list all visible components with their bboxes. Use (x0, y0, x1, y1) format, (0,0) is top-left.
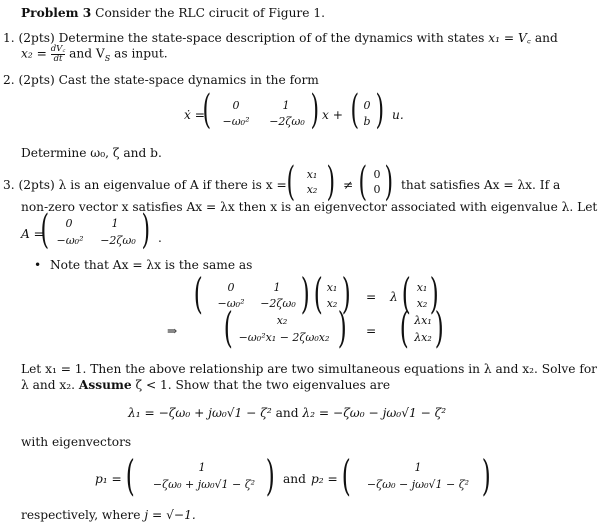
item-2-number: 2. (3, 73, 15, 87)
p1-cell-1: 1 (198, 461, 206, 474)
matrix-b-cell-1: 0 (363, 99, 371, 112)
xdot-label: ẋ = (184, 108, 205, 122)
zero-vector-left-paren: ( (358, 159, 368, 205)
eq1-rhs-cell-1: x₁ (416, 281, 428, 294)
imaginary-unit-definition: j = √−1. (144, 508, 196, 522)
item-1-fraction-numerator: dV꜀ (50, 44, 66, 54)
item-3-points: (2pts) (18, 178, 55, 192)
item-3-a-cell-12: 1 (111, 217, 119, 230)
matrix-a-right-paren: ) (310, 87, 320, 133)
item-2-text: Cast the state-space dynamics in the form (58, 73, 319, 87)
item-3-a-right-paren: ) (141, 207, 151, 253)
zero-vector-right-paren: ) (384, 159, 394, 205)
assume-keyword: Assume (78, 378, 132, 392)
item-1-derivative-fraction (51, 45, 66, 63)
not-equal-sign: ≠ (343, 178, 354, 192)
eq2-rhs-left-paren: ( (399, 303, 409, 352)
eq1-a-cell-21: −ω₀² (217, 297, 245, 310)
item-1-fraction-denominator: dt (53, 53, 63, 64)
matrix-a-cell-22: −2ζω₀ (269, 115, 305, 128)
eq2-equals: = (366, 324, 377, 338)
item-2-determine: Determine ω₀, ζ and b. (21, 146, 162, 160)
eq1-x-cell-2: x₂ (326, 297, 338, 310)
item-1-points: (2pts) (18, 31, 55, 45)
p2-right-paren: ) (481, 451, 491, 500)
eigenvalue-1: λ₁ = −ζω₀ + jω₀√1 − ζ² (128, 406, 272, 420)
eq2-lhs-cell-2: −ω₀²x₁ − 2ζω₀x₂ (238, 331, 330, 344)
plus-term: x + (322, 108, 343, 122)
eq1-rhs-cell-2: x₂ (416, 297, 428, 310)
vector-x-left-paren: ( (286, 159, 296, 205)
vector-x-cell-1: x₁ (306, 168, 318, 181)
item-1-end: as input. (114, 46, 168, 61)
vector-x-cell-2: x₂ (306, 183, 318, 196)
eq1-equals: = (366, 290, 377, 304)
eigenvectors-and: and (283, 472, 306, 486)
item-3-a-left-paren: ( (40, 207, 50, 253)
eq1-lambda: λ (390, 290, 398, 304)
item-1-line-2 (21, 45, 168, 64)
bullet-dot: • (34, 258, 42, 272)
closing-text: respectively, where (21, 508, 141, 522)
matrix-a-cell-12: 1 (282, 99, 290, 112)
item-1-x2-equation: x₂ = (21, 46, 47, 61)
problem-title: Problem 3 (21, 6, 92, 20)
eq2-lhs-right-paren: ) (337, 303, 347, 352)
closing-line (21, 507, 196, 523)
eq2-lhs-cell-1: x₂ (276, 314, 288, 327)
p1-right-paren: ) (265, 451, 275, 500)
matrix-b-left-paren: ( (350, 87, 360, 133)
zero-vector-cell-1: 0 (373, 168, 381, 181)
vector-x-right-paren: ) (326, 159, 336, 205)
eq2-lhs-left-paren: ( (223, 303, 233, 352)
item-3-para-line-2 (21, 377, 390, 393)
eigenvalue-2: λ₂ = −ζω₀ − jω₀√1 − ζ² (302, 406, 447, 420)
item-3-number: 3. (3, 178, 15, 192)
item-1-text: Determine the state-space description of of the dynamics with states (58, 31, 485, 45)
eq1-x-right-paren: ) (341, 269, 351, 318)
matrix-a-left-paren: ( (202, 87, 212, 133)
item-3-para-line-1: Let x₁ = 1. Then the above relationship are two simultaneous equations in λ and x₂. Solve for (21, 362, 597, 376)
eq1-a-left-paren: ( (193, 269, 203, 318)
p1-left-paren: ( (125, 451, 135, 500)
item-1-number: 1. (3, 31, 15, 45)
item-2-line-1 (3, 72, 319, 88)
item-1-x1-equation: x₁ = V꜀ (488, 31, 531, 45)
input-u: u. (392, 108, 404, 122)
item-3-a-cell-11: 0 (65, 217, 73, 230)
p1-cell-2: −ζω₀ + jω₀√1 − ζ² (152, 478, 256, 491)
bullet-text: Note that Ax = λx is the same as (50, 258, 253, 272)
item-1-line-1 (3, 30, 558, 46)
eq1-a-right-paren: ) (300, 269, 310, 318)
item-3-text-a: λ is an eigenvalue of A if there is x = (58, 178, 287, 192)
para-assumption: ζ < 1. Show that the two eigenvalues are (135, 378, 391, 392)
eq2-rhs-right-paren: ) (434, 303, 444, 352)
matrix-b-right-paren: ) (375, 87, 385, 133)
para-solve-target: λ and x₂. (21, 378, 76, 392)
eq2-rhs-cell-2: λx₂ (414, 331, 432, 344)
with-eigenvectors-text: with eigenvectors (21, 435, 132, 449)
item-3-a-cell-21: −ω₀² (56, 234, 84, 247)
item-1-vs-subscript: S (104, 53, 111, 63)
p2-cell-2: −ζω₀ − jω₀√1 − ζ² (366, 478, 470, 491)
eq1-a-cell-22: −2ζω₀ (260, 297, 296, 310)
problem-heading (21, 5, 325, 21)
eq2-rhs-cell-1: λx₁ (414, 314, 432, 327)
eq1-a-cell-12: 1 (273, 281, 281, 294)
matrix-b-cell-2: b (363, 115, 371, 128)
eigenvalues-and: and (275, 406, 299, 420)
p2-label: p₂ = (311, 472, 338, 486)
p1-label: p₁ = (95, 472, 122, 486)
item-1-input-text: and V (69, 46, 105, 61)
item-3-text-b: that satisfies Ax = λx. If a (401, 178, 561, 192)
eigenvalues-line (128, 405, 446, 421)
eq1-rhs-right-paren: ) (429, 269, 439, 318)
item-2-points: (2pts) (18, 73, 55, 87)
matrix-a-cell-11: 0 (232, 99, 240, 112)
item-3-a-cell-22: −2ζω₀ (100, 234, 136, 247)
problem-intro: Consider the RLC cirucit of Figure 1. (95, 6, 325, 20)
p2-cell-1: 1 (414, 461, 422, 474)
item-1-and: and (534, 31, 558, 45)
eq1-x-left-paren: ( (313, 269, 323, 318)
eq1-rhs-left-paren: ( (401, 269, 411, 318)
zero-vector-cell-2: 0 (373, 183, 381, 196)
eq1-x-cell-1: x₁ (326, 281, 338, 294)
implies-arrow: ⇒ (167, 324, 178, 338)
p2-left-paren: ( (341, 451, 351, 500)
item-3-a-period: . (158, 231, 162, 245)
matrix-a-label: A = (21, 227, 44, 241)
eq1-a-cell-11: 0 (227, 281, 235, 294)
item-3-line-2: non-zero vector x satisfies Ax = λx then x is an eigenvector associated with eigenvalue λ. Let (21, 200, 598, 214)
matrix-a-cell-21: −ω₀² (222, 115, 250, 128)
item-3-line-1 (3, 177, 287, 193)
